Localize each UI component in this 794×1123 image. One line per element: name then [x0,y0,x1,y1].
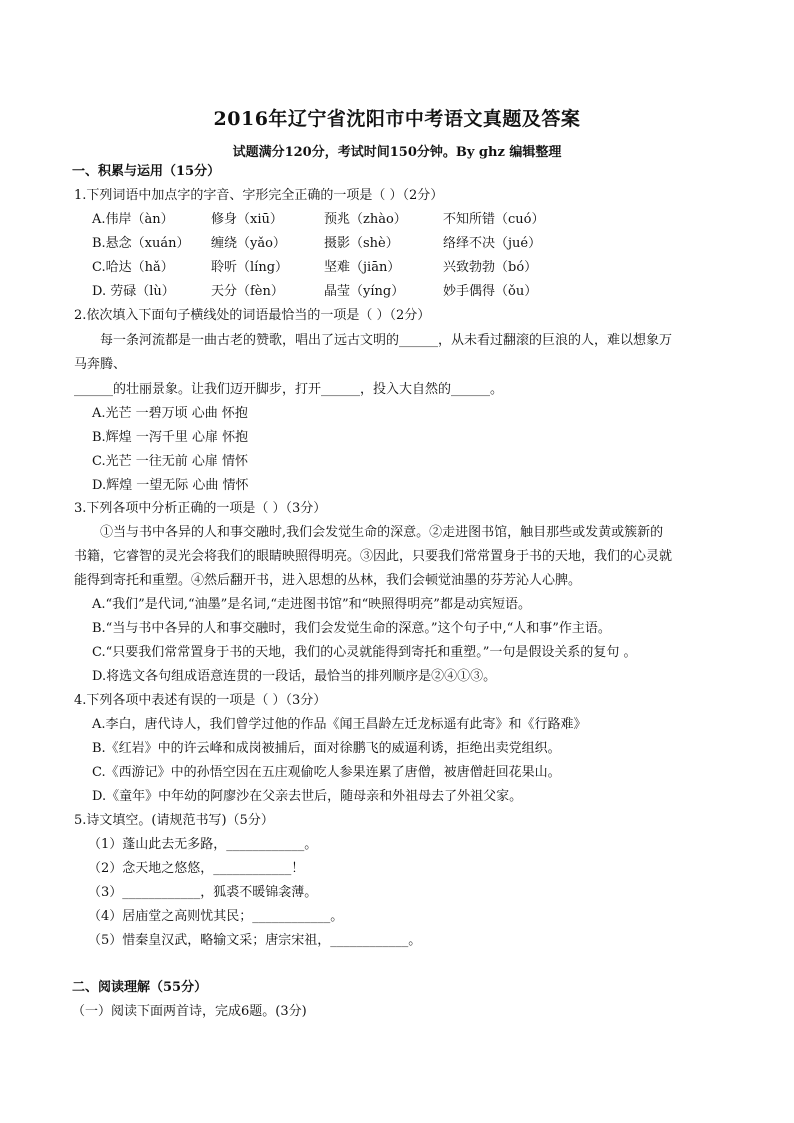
section-2-subheading: （一）阅读下面两首诗，完成6题。(3分) [72,1004,307,1019]
option-cell: 摄影（shè） [324,236,399,251]
question-5-item: （1）蓬山此去无多路，____________。 [88,837,318,852]
question-5-item: （3）____________，狐裘不暖锦衾薄。 [88,885,318,900]
option-cell: 修身（xiū） [211,212,283,227]
question-4-option: A.李白，唐代诗人，我们曾学过他的作品《闻王昌龄左迁龙标遥有此寄》和《行路难》 [92,717,587,732]
question-2-passage-line: ______的壮丽景象。让我们迈开脚步，打开______，投入大自然的______。 [74,382,504,397]
option-cell: 络绎不决（jué） [443,236,542,251]
question-2-option: A.光芒 一碧万顷 心曲 怀抱 [92,406,248,421]
question-2-stem: 2.依次填入下面句子横线处的词语最恰当的一项是（ ）（2分） [74,308,431,323]
option-cell: 天分（fèn） [211,284,284,299]
question-5-item: （2）念天地之悠悠，____________！ [88,861,305,876]
section-heading-2: 二、阅读理解（55分） [72,980,208,995]
question-3-option: B.“当与书中各异的人和事交融时，我们会发觉生命的深意。”这个句子中,“人和事”作主语。 [92,621,611,636]
option-cell: D. 劳碌（lù） [92,284,175,299]
page-subtitle: 试题满分120分，考试时间150分钟。By ghz 编辑整理 [232,145,562,160]
question-1-option-row [0,259,794,277]
option-cell: 缠绕（yǎo） [211,236,286,251]
question-4-option: D.《童年》中年幼的阿廖沙在父亲去世后，随母亲和外祖母去了外祖父家。 [92,789,523,804]
question-3-option: A.“我们”是代词,“油墨”是名词,“走进图书馆”和“映照得明亮”都是动宾短语。 [92,597,531,612]
option-cell: 坚难（jiān） [324,260,401,275]
question-3-passage-line: ①当与书中各异的人和事交融时,我们会发觉生命的深意。②走进图书馆，触目那些或发黄或簇新的 [100,525,664,540]
option-cell: 聆听（líng） [211,260,289,275]
question-1-option-row [0,235,794,253]
page-title: 2016年辽宁省沈阳市中考语文真题及答案 [213,108,581,130]
section-heading-1: 一、积累与运用（15分） [72,164,221,179]
option-cell: 妙手偶得（ǒu） [443,284,538,299]
option-cell: C.哈达（hǎ） [92,260,174,275]
option-cell: B.悬念（xuán） [92,236,190,251]
question-3-stem: 3.下列各项中分析正确的一项是（ ）（3分） [74,501,327,516]
question-2-option: B.辉煌 一泻千里 心扉 怀抱 [92,430,249,445]
question-5-stem: 5.诗文填空。(请规范书写)（5分） [74,813,274,828]
question-1-stem: 1.下列词语中加点字的字音、字形完全正确的一项是（ ）（2分） [74,188,444,203]
option-cell: 晶莹（yíng） [324,284,405,299]
question-2-option: C.光芒 一往无前 心扉 情怀 [92,454,249,469]
option-cell: 预兆（zhào） [324,212,407,227]
question-3-option: C.“只要我们常常置身于书的天地，我们的心灵就能得到寄托和重塑。”一句是假设关系的复句 。 [92,645,637,660]
question-2-passage-line: 每一条河流都是一曲古老的赞歌，唱出了远古文明的______，从未看过翻滚的巨浪的人，难以想象万 [100,333,673,348]
question-2-option: D.辉煌 一望无际 心曲 情怀 [92,478,249,493]
option-cell: A.伟岸（àn） [92,212,174,227]
question-3-passage-line: 能得到寄托和重塑。④然后翻开书，进入思想的丛林，我们会顿觉油墨的芬芳沁人心脾。 [74,573,582,588]
option-cell: 兴致勃勃（bó） [443,260,538,275]
question-4-option: B.《红岩》中的许云峰和成岗被捕后，面对徐鹏飞的威逼利诱，拒绝出卖党组织。 [92,741,561,756]
question-1-option-row [0,283,794,301]
question-3-option: D.将选文各句组成语意连贯的一段话，最恰当的排列顺序是②④①③。 [92,669,497,684]
question-1-option-row [0,211,794,229]
question-4-option: C.《西游记》中的孙悟空因在五庄观偷吃人参果连累了唐僧，被唐僧赶回花果山。 [92,765,561,780]
question-5-item: （4）居庙堂之高则忧其民；____________。 [88,909,344,924]
question-4-stem: 4.下列各项中表述有误的一项是（ ）（3分） [74,693,327,708]
question-5-item: （5）惜秦皇汉武，略输文采；唐宗宋祖，____________。 [88,933,422,948]
option-cell: 不知所错（cuó） [443,212,545,227]
question-2-passage-line: 马奔腾、 [74,357,127,372]
question-3-passage-line: 书籍，它睿智的灵光会将我们的眼睛映照得明亮。③因此，只要我们常常置身于书的天地，我们的心灵就 [74,549,673,564]
